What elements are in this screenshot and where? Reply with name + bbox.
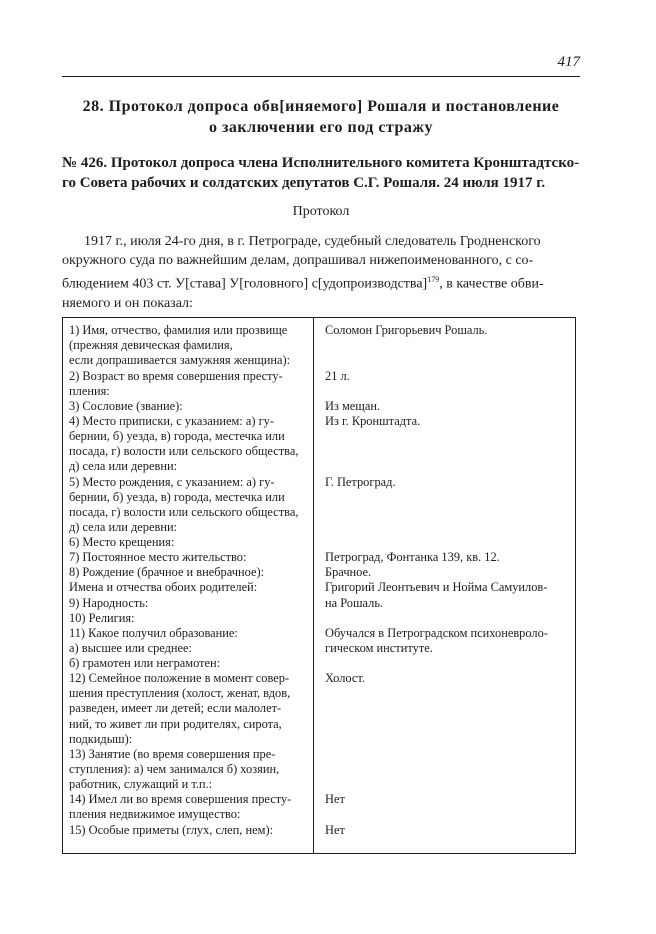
intro-line: 1917 г., июля 24-го дня, в г. Петрограде, судебный следователь Гродненского <box>84 234 541 249</box>
question-line: разведен, имеет ли детей; если малолет- <box>69 701 282 715</box>
document-title <box>62 96 580 138</box>
question-line: (прежняя девическая фамилия, <box>69 338 233 352</box>
answer-line: 21 л. <box>325 369 350 383</box>
protocol-heading: Протокол <box>292 204 350 219</box>
question-line: пления: <box>69 384 110 398</box>
question-line: подкидыш): <box>69 732 133 746</box>
question-line: бернии, б) уезда, в) города, местечка или <box>69 490 285 504</box>
intro-line: няемого и он показал: <box>62 295 193 311</box>
question-line: ний, то живет ли при родителях, сирота, <box>69 717 282 731</box>
question-line: шения преступления (холост, женат, вдов, <box>69 686 291 700</box>
answer-line: Соломон Григорьевич Рошаль. <box>325 323 488 337</box>
question-line: посада, г) волости или сельского общества, <box>69 505 299 519</box>
question-line: 12) Семейное положение в момент совер- <box>69 671 290 685</box>
answer-line: Из мещан. <box>325 399 381 413</box>
intro-line: окружного суда по важнейшим делам, допрашивал нижепоименованного, с со- <box>62 253 534 268</box>
answer-line: Нет <box>325 823 345 837</box>
intro-paragraph <box>62 232 580 313</box>
header-rule <box>62 76 580 77</box>
answer-line: Из г. Кронштадта. <box>325 414 421 428</box>
question-line: работник, служащий и т.п.: <box>69 777 213 791</box>
answer-line: Обучался в Петроградском психоневроло- <box>325 626 548 640</box>
question-line: 1) Имя, отчество, фамилия или прозвище <box>69 323 288 337</box>
column-divider <box>313 318 314 853</box>
question-line: 8) Рождение (брачное и внебрачное): <box>69 565 265 579</box>
question-line: 15) Особые приметы (глух, слеп, нем): <box>69 823 274 837</box>
question-line: 2) Возраст во время совершения престу- <box>69 369 283 383</box>
intro-line <box>62 270 580 294</box>
question-line: посада, г) волости или сельского общества, <box>69 444 299 458</box>
answer-line: на Рошаль. <box>325 596 384 610</box>
answer-line: Григорий Леонтьевич и Нойма Самуилов- <box>325 580 548 594</box>
intro-line-text: блюдением 403 ст. У[става] У[головного] с[удопроизводства] <box>62 276 428 292</box>
answer-line: Петроград, Фонтанка 139, кв. 12. <box>325 550 500 564</box>
question-line: 5) Место рождения, с указанием: а) гу- <box>69 475 275 489</box>
footnote-marker: 179 <box>427 275 440 284</box>
questionnaire-table <box>62 317 576 854</box>
question-line: 11) Какое получил образование: <box>69 626 238 640</box>
question-line: если допрашивается замужняя женщина): <box>69 353 291 367</box>
question-line: ступления): а) чем занимался б) хозяин, <box>69 762 280 776</box>
question-line: 4) Место приписки, с указанием: а) гу- <box>69 414 274 428</box>
question-line: 3) Сословие (звание): <box>69 399 183 413</box>
question-line: бернии, б) уезда, в) города, местечка или <box>69 429 285 443</box>
question-line: 9) Народность: <box>69 596 149 610</box>
answer-line: Холост. <box>325 671 365 685</box>
answer-line: Брачное. <box>325 565 372 579</box>
question-line: 6) Место крещения: <box>69 535 175 549</box>
answer-line: Нет <box>325 792 345 806</box>
page-number: 417 <box>557 54 580 70</box>
intro-line-text: , в качестве обви- <box>439 276 544 292</box>
question-line: 10) Религия: <box>69 611 135 625</box>
document-subtitle-line: № 426. Протокол допроса члена Исполнительного комитета Кронштадтско- <box>62 155 580 171</box>
question-line: 13) Занятие (во время совершения пре- <box>69 747 276 761</box>
question-line: 14) Имел ли во время совершения престу- <box>69 792 292 806</box>
question-line: пления недвижимое имущество: <box>69 807 241 821</box>
answer-line: Г. Петроград. <box>325 475 396 489</box>
document-subtitle-line: го Совета рабочих и солдатских депутатов С.Г. Рошаля. 24 июля 1917 г. <box>62 175 546 191</box>
question-line: д) села или деревни: <box>69 520 178 534</box>
question-line: а) высшее или среднее: <box>69 641 192 655</box>
question-line: 7) Постоянное место жительство: <box>69 550 247 564</box>
document-title-line: 28. Протокол допроса обв[иняемого] Рошаля и постановление <box>82 98 560 115</box>
document-title-line: о заключении его под стражу <box>209 119 433 136</box>
question-line: б) грамотен или неграмотен: <box>69 656 221 670</box>
question-line: д) села или деревни: <box>69 459 178 473</box>
answer-line: гическом институте. <box>325 641 433 655</box>
question-line: Имена и отчества обоих родителей: <box>69 580 258 594</box>
document-subtitle <box>62 153 580 193</box>
